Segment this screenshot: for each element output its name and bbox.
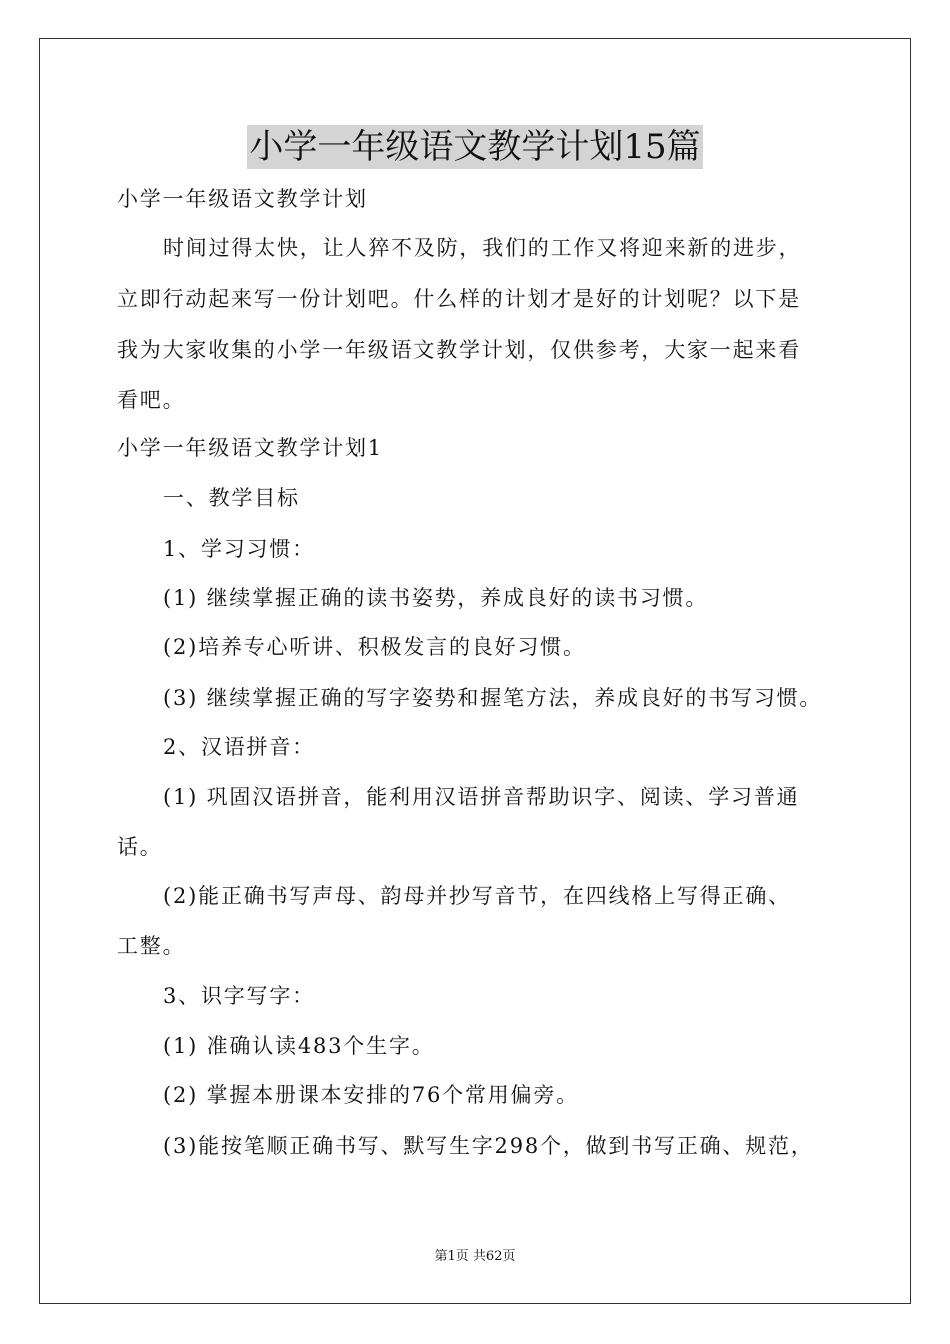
text-line: (1) 继续掌握正确的读书姿势，养成良好的读书习惯。 bbox=[163, 586, 709, 610]
page-footer: 第1页 共62页 bbox=[434, 1249, 516, 1264]
text-line: 时间过得太快，让人猝不及防，我们的工作又将迎来新的进步， bbox=[163, 236, 802, 260]
title-wrap bbox=[0, 125, 950, 169]
text-line: 3、识字写字： bbox=[163, 984, 315, 1008]
text-line: 立即行动起来写一份计划吧。什么样的计划才是好的计划呢？以下是 bbox=[117, 287, 801, 311]
text-line: 小学一年级语文教学计划1 bbox=[117, 436, 383, 460]
text-line: (2)能正确书写声母、韵母并抄写音节，在四线格上写得正确、 bbox=[163, 884, 791, 908]
text-line: 看吧。 bbox=[117, 388, 186, 412]
text-line: 话。 bbox=[117, 835, 163, 859]
page-border bbox=[39, 38, 911, 1304]
text-line: (3) 继续掌握正确的写字姿势和握笔方法，养成良好的书写习惯。 bbox=[163, 686, 823, 710]
text-line: 一、教学目标 bbox=[163, 486, 300, 510]
text-line: 小学一年级语文教学计划 bbox=[117, 187, 368, 211]
text-line: 工整。 bbox=[117, 934, 186, 958]
text-line: 1、学习习惯： bbox=[163, 537, 315, 561]
text-line: (2)培养专心听讲、积极发言的良好习惯。 bbox=[163, 635, 586, 659]
document-title: 小学一年级语文教学计划15篇 bbox=[249, 127, 701, 167]
text-line: (1) 准确认读483个生字。 bbox=[163, 1034, 435, 1058]
text-line: (1) 巩固汉语拼音，能利用汉语拼音帮助识字、阅读、学习普通 bbox=[163, 785, 800, 809]
text-line: (2) 掌握本册课本安排的76个常用偏旁。 bbox=[163, 1083, 579, 1107]
text-line: 我为大家收集的小学一年级语文教学计划，仅供参考，大家一起来看 bbox=[117, 338, 801, 362]
text-line: 2、汉语拼音： bbox=[163, 735, 315, 759]
text-line: (3)能按笔顺正确书写、默写生字298个，做到书写正确、规范， bbox=[163, 1134, 814, 1158]
